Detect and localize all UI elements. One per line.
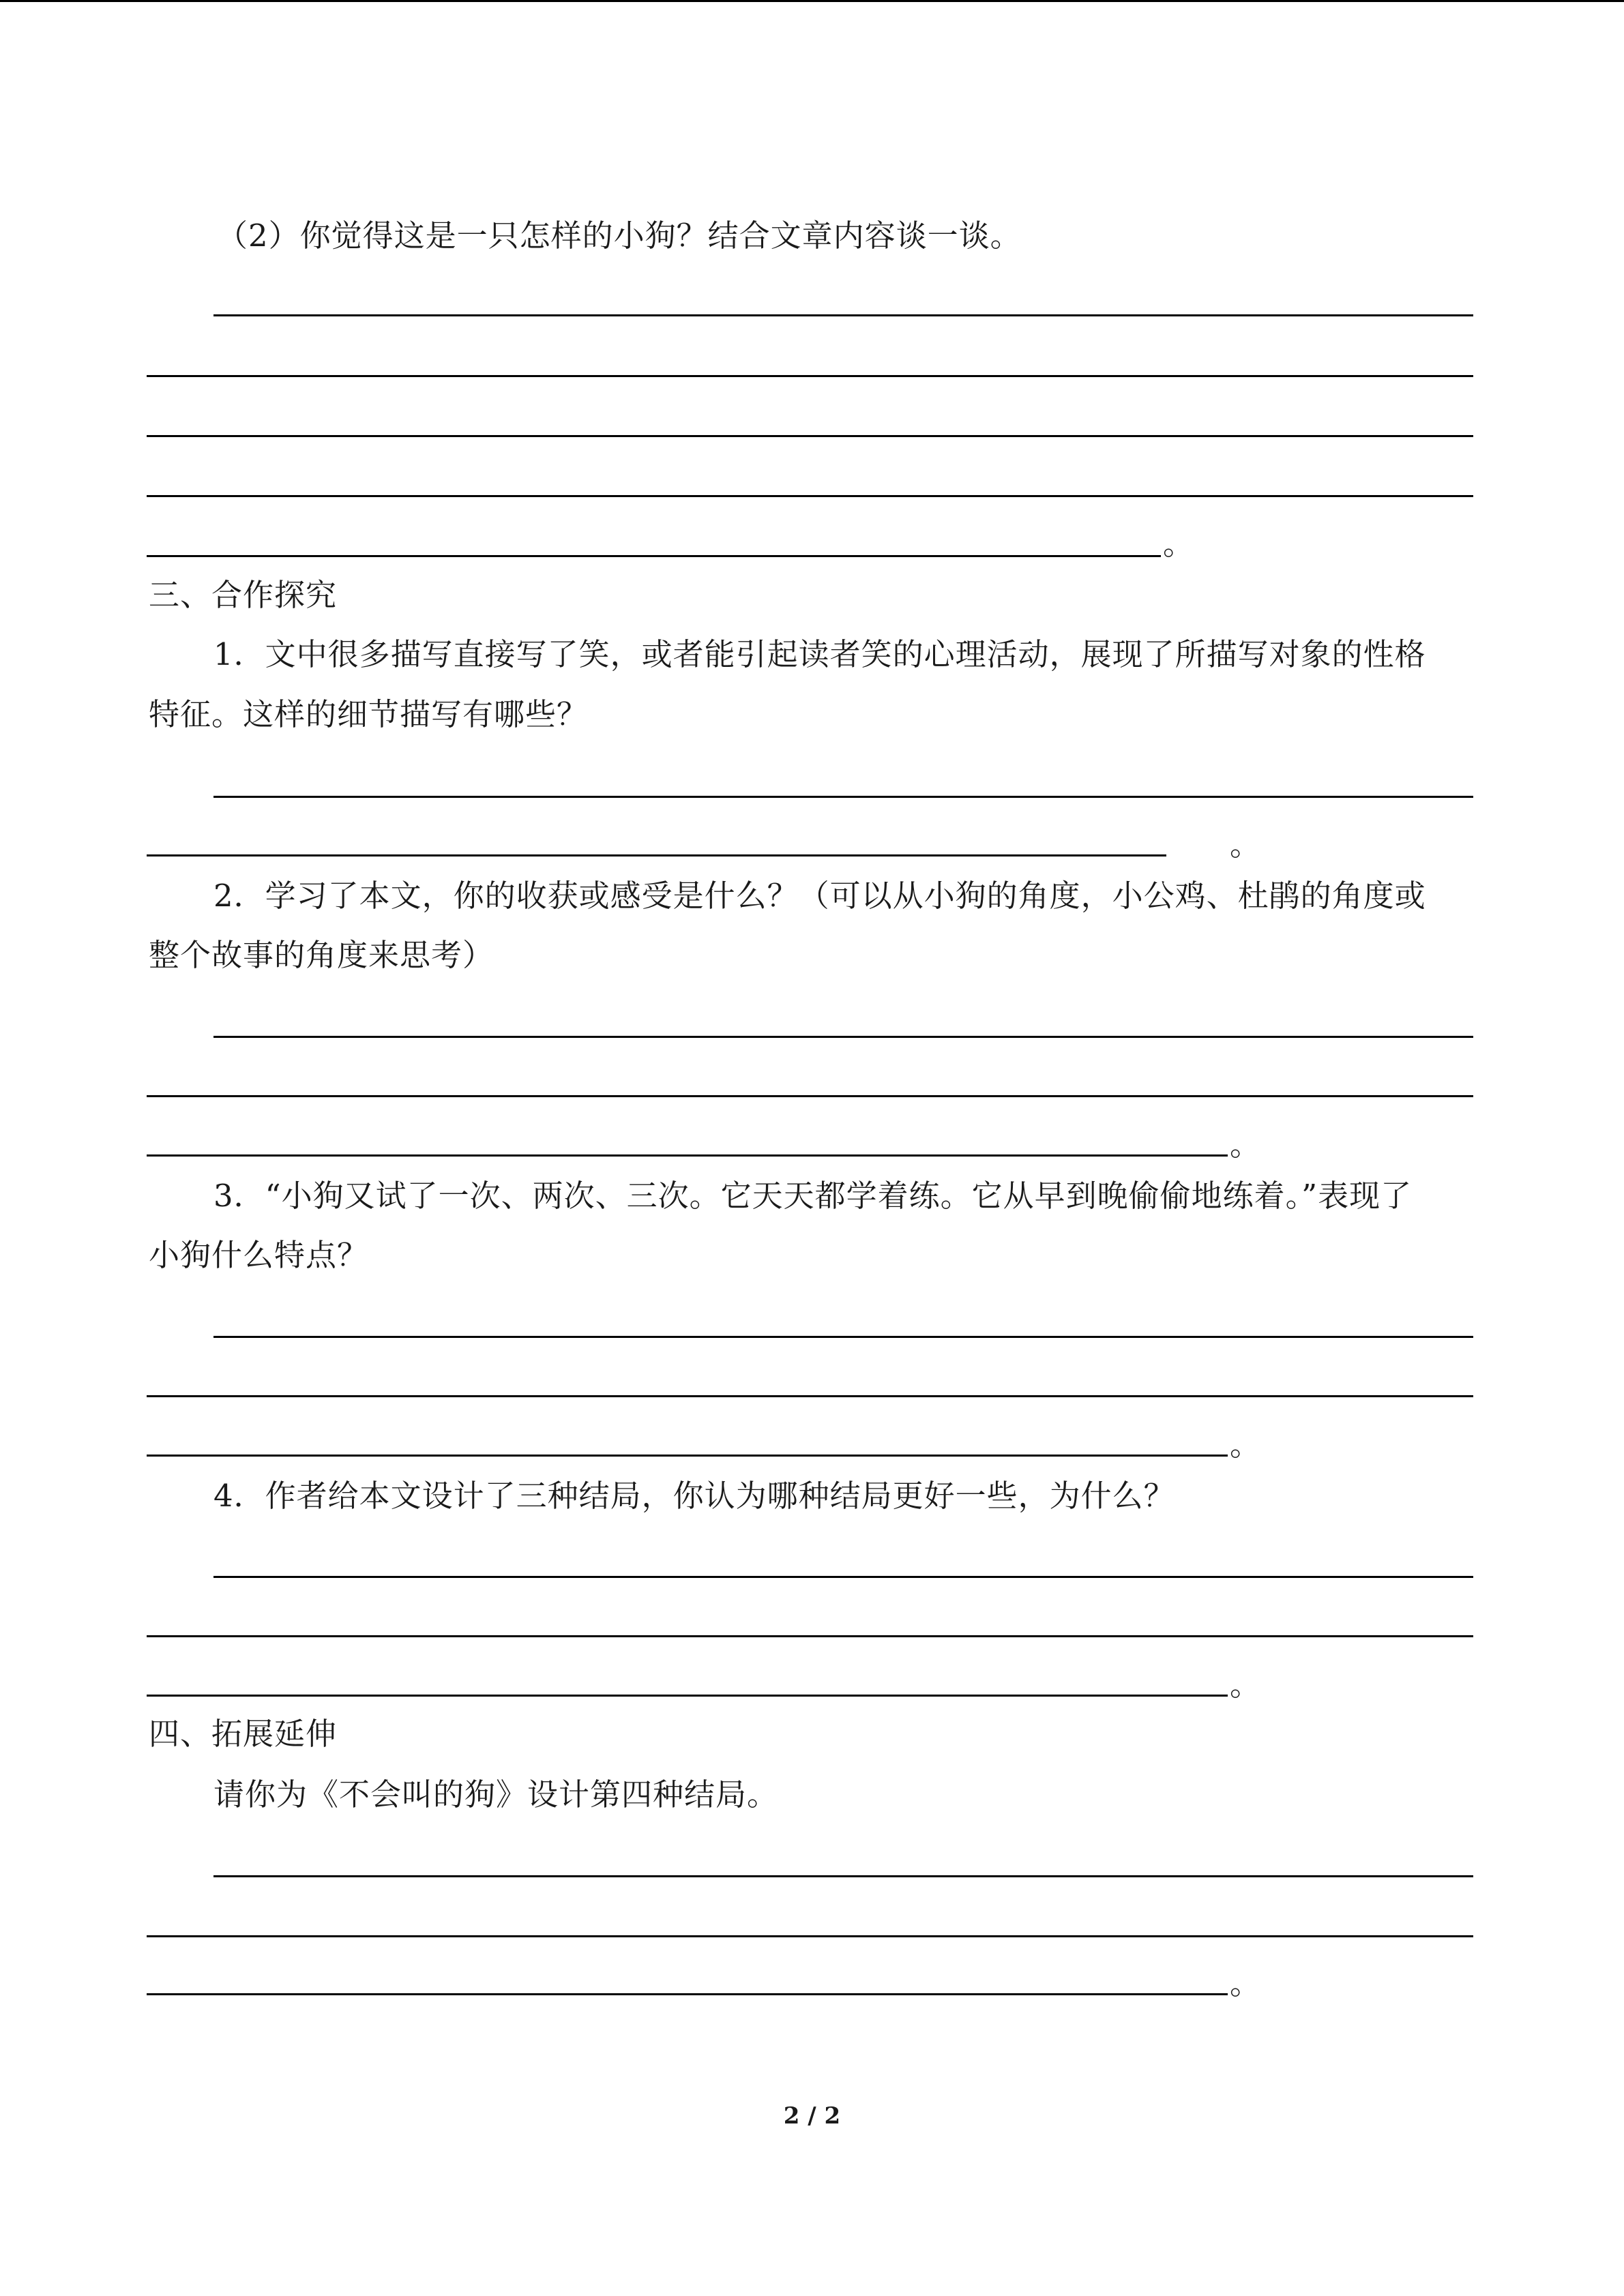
answer-line[interactable]: [213, 1576, 1473, 1578]
answer-line[interactable]: [147, 1695, 1228, 1697]
question-2: （2）你觉得这是一只怎样的小狗？结合文章内容谈一谈。: [217, 218, 1022, 254]
period-mark: 。: [1230, 1127, 1261, 1163]
section-4-heading: 四、拓展延伸: [149, 1716, 338, 1752]
top-border: [0, 0, 1624, 2]
answer-line[interactable]: [213, 1036, 1473, 1038]
page-number: 2 / 2: [783, 2102, 841, 2130]
question-3-1-line2: 特征。这样的细节描写有哪些？: [149, 696, 589, 732]
answer-line[interactable]: [147, 1095, 1473, 1097]
answer-line[interactable]: [147, 1993, 1228, 1995]
answer-line[interactable]: [147, 1395, 1473, 1397]
answer-line[interactable]: [213, 1875, 1473, 1877]
answer-line[interactable]: [213, 1336, 1473, 1338]
period-mark: 。: [1230, 826, 1261, 863]
question-3-2-line2: 整个故事的角度来思考）: [149, 937, 494, 973]
answer-line[interactable]: [147, 1935, 1473, 1937]
answer-line[interactable]: [147, 854, 1166, 856]
section-3-heading: 三、合作探究: [149, 577, 338, 613]
question-3-3-line1: 3．“小狗又试了一次、两次、三次。它天天都学着练。它从早到晚偷偷地练着。”表现了: [213, 1178, 1413, 1214]
answer-line[interactable]: [147, 1635, 1473, 1637]
question-3-4: 4．作者给本文设计了三种结局，你认为哪种结局更好一些，为什么？: [213, 1478, 1175, 1514]
period-mark: 。: [1230, 1427, 1261, 1463]
question-3-2-line1: 2．学习了本文，你的收获或感受是什么？（可以从小狗的角度，小公鸡、杜鹃的角度或: [213, 878, 1426, 914]
period-mark: 。: [1230, 1965, 1261, 2001]
period-mark: 。: [1230, 1667, 1261, 1703]
question-3-1-line1: 1．文中很多描写直接写了笑，或者能引起读者笑的心理活动，展现了所描写对象的性格: [213, 636, 1426, 672]
period-mark: 。: [1163, 526, 1194, 562]
answer-line[interactable]: [147, 435, 1473, 437]
answer-line[interactable]: [213, 314, 1473, 316]
answer-line[interactable]: [147, 495, 1473, 497]
answer-line[interactable]: [147, 375, 1473, 377]
answer-line[interactable]: [147, 555, 1161, 557]
section-4-prompt: 请你为《不会叫的狗》设计第四种结局。: [213, 1776, 779, 1813]
answer-line[interactable]: [213, 796, 1473, 798]
question-3-3-line2: 小狗什么特点？: [149, 1237, 369, 1273]
answer-line[interactable]: [147, 1154, 1228, 1157]
answer-line[interactable]: [147, 1455, 1228, 1457]
